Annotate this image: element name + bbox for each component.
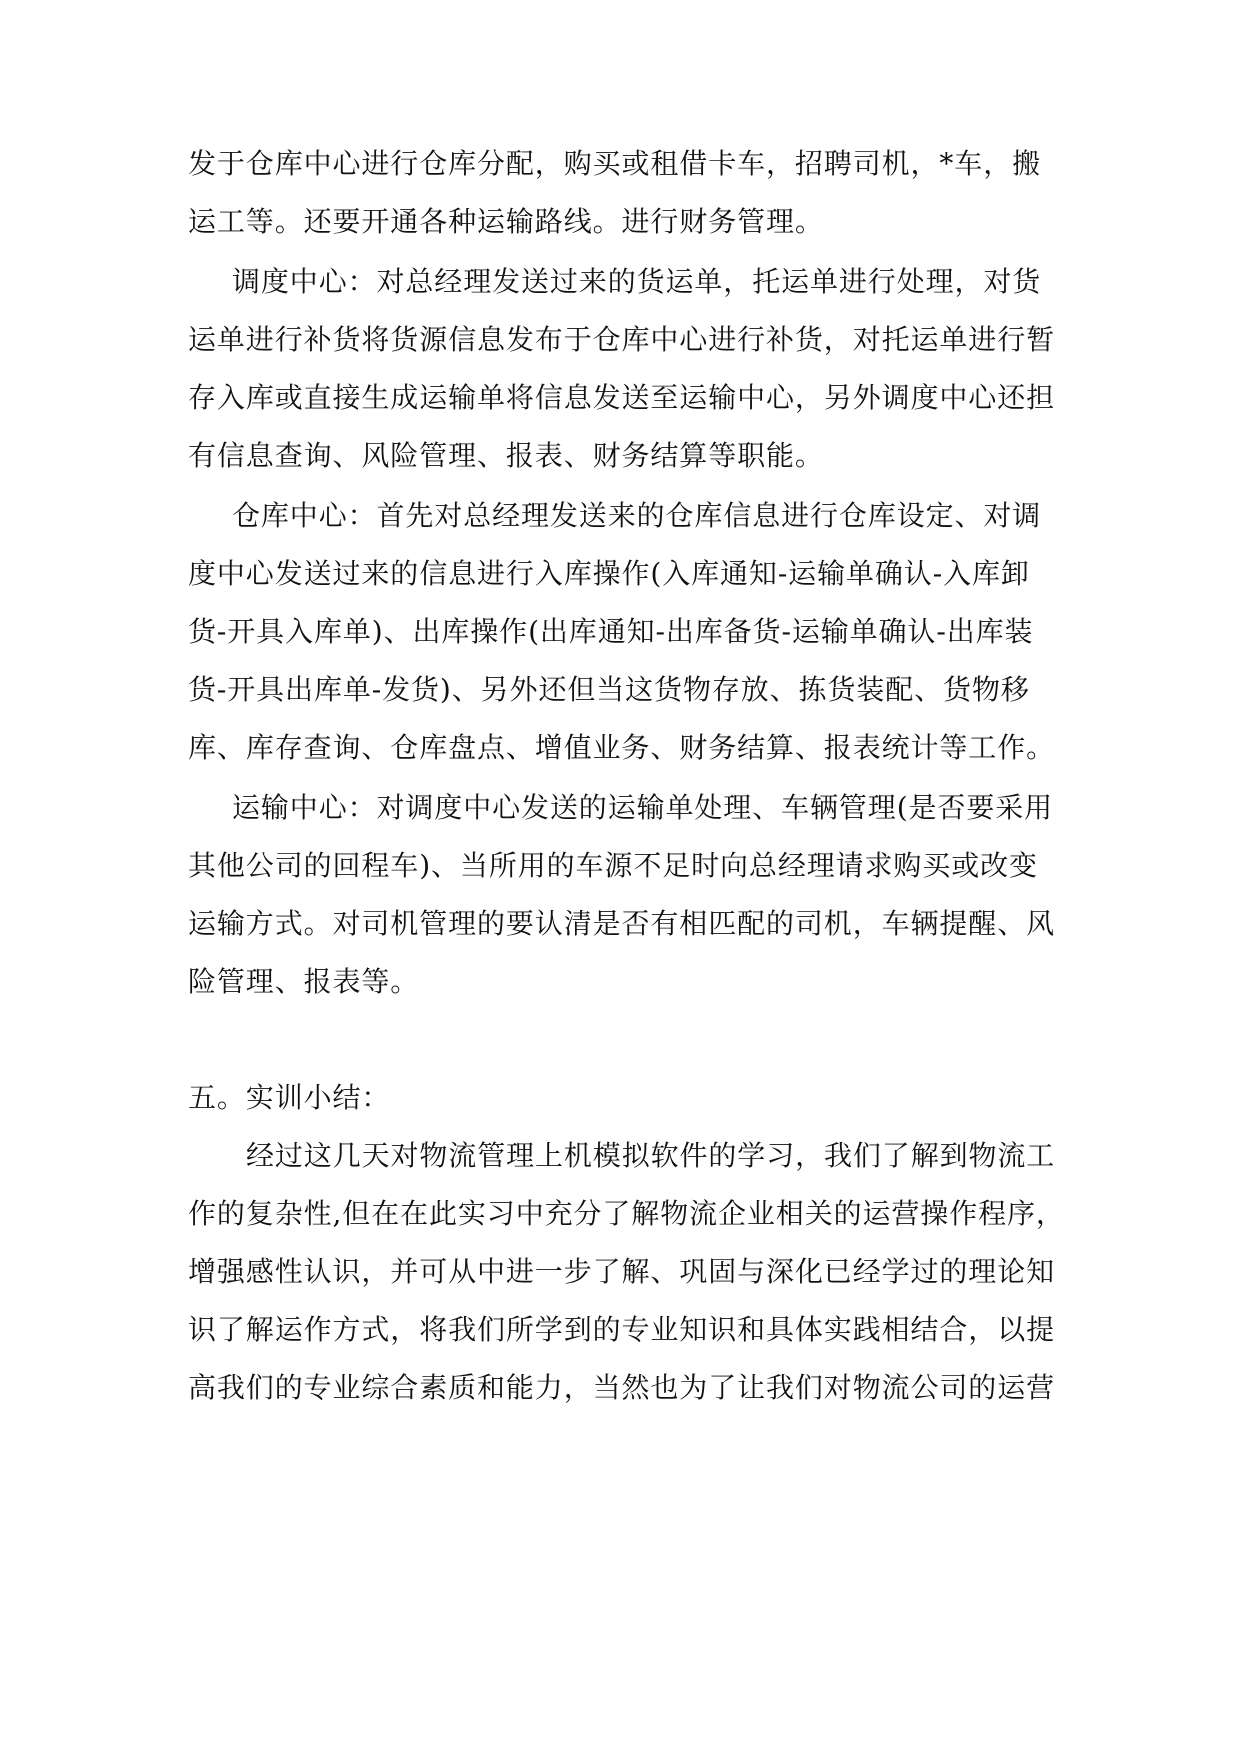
paragraph-summary: 经过这几天对物流管理上机模拟软件的学习，我们了解到物流工	[246, 1139, 1056, 1172]
text-line: 运工等。还要开通各种运输路线。进行财务管理。	[188, 205, 824, 238]
paragraph-dispatch-center: 调度中心：对总经理发送过来的货运单，托运单进行处理，对货	[232, 265, 1042, 298]
text-line: 货-开具出库单-发货)、另外还但当这货物存放、拣货装配、货物移	[188, 673, 1030, 706]
section-heading: 五。实训小结：	[188, 1081, 391, 1114]
text-line: 货-开具入库单)、出库操作(出库通知-出库备货-运输单确认-出库装	[188, 615, 1034, 648]
text-line: 识了解运作方式，将我们所学到的专业知识和具体实践相结合，以提	[188, 1313, 1056, 1346]
text-line: 有信息查询、风险管理、报表、财务结算等职能。	[188, 439, 824, 472]
text-line: 发于仓库中心进行仓库分配，购买或租借卡车，招聘司机，*车，搬	[188, 147, 1042, 180]
text-line: 度中心发送过来的信息进行入库操作(入库通知-运输单确认-入库卸	[188, 557, 1030, 590]
text-line: 库、库存查询、仓库盘点、增值业务、财务结算、报表统计等工作。	[188, 731, 1056, 764]
paragraph-transport-center: 运输中心：对调度中心发送的运输单处理、车辆管理(是否要采用	[232, 791, 1054, 824]
text-line: 高我们的专业综合素质和能力，当然也为了让我们对物流公司的运营	[188, 1371, 1056, 1404]
paragraph-warehouse-center: 仓库中心：首先对总经理发送来的仓库信息进行仓库设定、对调	[232, 499, 1042, 532]
text-line: 存入库或直接生成运输单将信息发送至运输中心，另外调度中心还担	[188, 381, 1056, 414]
text-line: 增强感性认识，并可从中进一步了解、巩固与深化已经学过的理论知	[188, 1255, 1056, 1288]
text-line: 运输方式。对司机管理的要认清是否有相匹配的司机，车辆提醒、风	[188, 907, 1056, 940]
text-line: 作的复杂性,但在在此实习中充分了解物流企业相关的运营操作程序，	[188, 1197, 1065, 1230]
text-line: 险管理、报表等。	[188, 965, 420, 998]
text-line: 其他公司的回程车)、当所用的车源不足时向总经理请求购买或改变	[188, 849, 1038, 882]
text-line: 运单进行补货将货源信息发布于仓库中心进行补货，对托运单进行暂	[188, 323, 1056, 356]
